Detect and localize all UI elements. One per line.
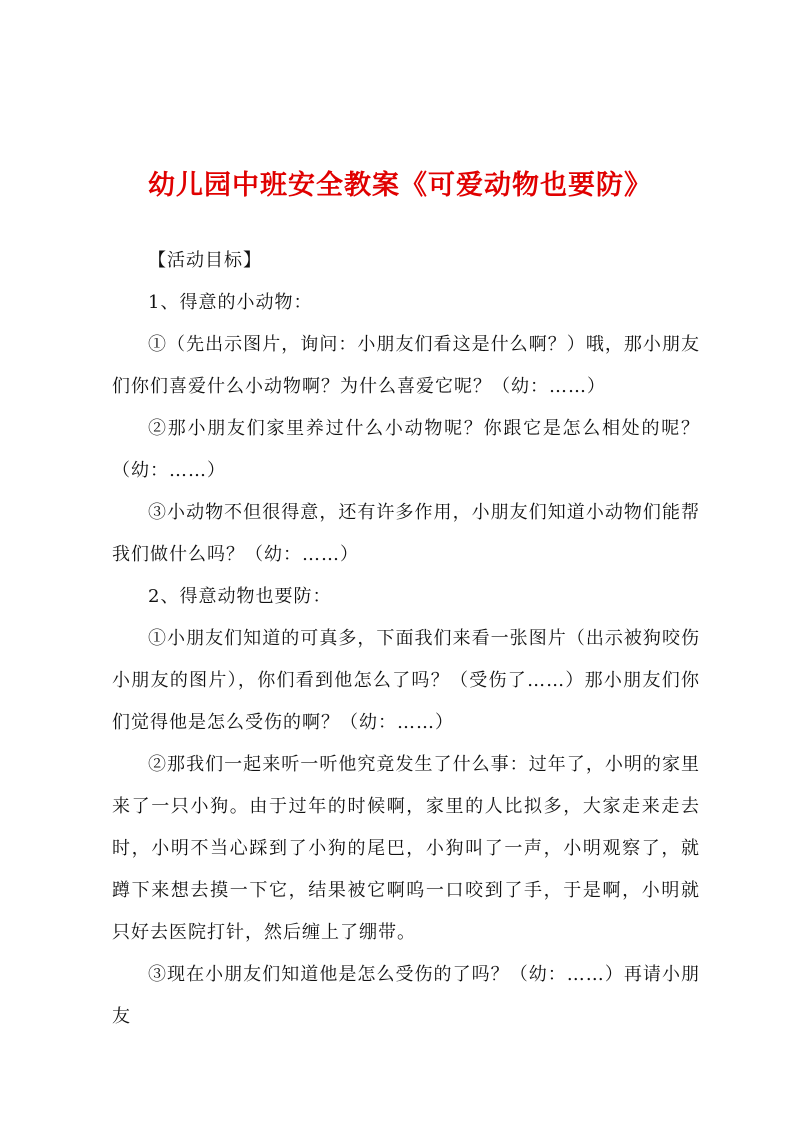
document-body — [112, 240, 700, 1038]
subsection-heading-2: 2、得意动物也要防： — [148, 586, 332, 607]
paragraph-2-2: ②那我们一起来听一听他究竟发生了什么事：过年了，小明的家里来了一只小狗。由于过年的时候啊，家里的人比拟多，大家走来走去时，小明不当心踩到了小狗的尾巴，小狗叫了一声，小明观察了，就蹲下来想去摸一下它，结果被它啊呜一口咬到了手，于是啊，小明就只好去医院打针，然后缠上了绷带。 — [112, 754, 700, 943]
document-title: 幼儿园中班安全教案《可爱动物也要防》 — [148, 170, 652, 201]
paragraph-1-1: ①（先出示图片，询问：小朋友们看这是什么啊？）哦，那小朋友们你们喜爱什么小动物啊？为什么喜爱它呢？（幼：……） — [112, 334, 700, 397]
paragraph-2-3: ③现在小朋友们知道他是怎么受伤的了吗？（幼：……）再请小朋友 — [112, 964, 700, 1027]
paragraph-1-2: ②那小朋友们家里养过什么小动物呢？你跟它是怎么相处的呢？（幼：……） — [112, 418, 700, 481]
paragraph-1-3: ③小动物不但很得意，还有许多作用，小朋友们知道小动物们能帮我们做什么吗？（幼：……） — [112, 502, 700, 565]
paragraph-2-1: ①小朋友们知道的可真多，下面我们来看一张图片（出示被狗咬伤小朋友的图片），你们看到他怎么了吗？（受伤了……）那小朋友们你们觉得他是怎么受伤的啊？（幼：……） — [112, 628, 700, 733]
section-heading-activity-goals: 【活动目标】 — [148, 250, 262, 271]
subsection-heading-1: 1、得意的小动物： — [148, 292, 313, 313]
